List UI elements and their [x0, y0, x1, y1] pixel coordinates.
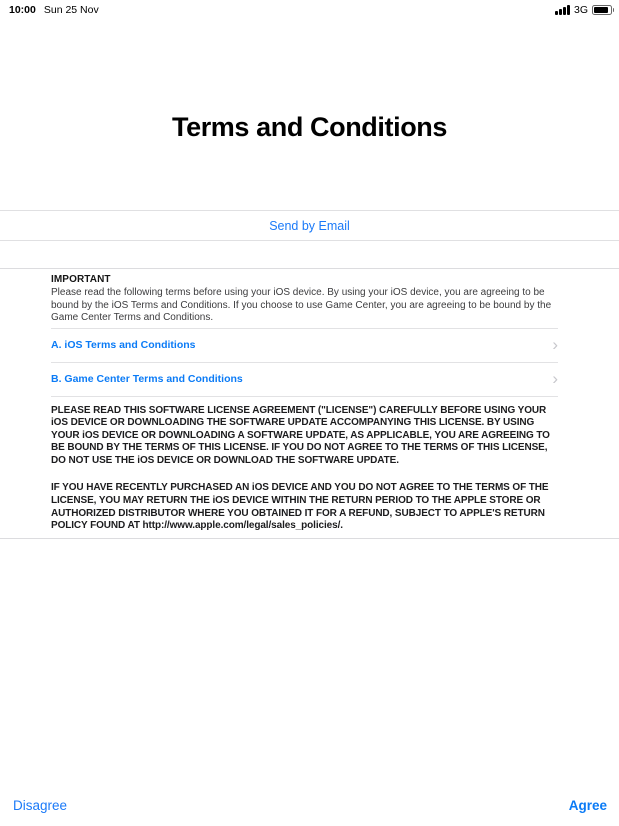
terms-link-list — [51, 328, 558, 397]
ios-terms-link[interactable] — [51, 329, 558, 363]
separator — [0, 538, 619, 539]
cellular-signal-icon — [555, 5, 570, 15]
game-center-terms-link[interactable] — [51, 363, 558, 397]
footer-actions — [13, 798, 607, 813]
important-heading: IMPORTANT — [51, 274, 111, 285]
status-bar-right — [555, 4, 614, 16]
status-date: Sun 25 Nov — [43, 4, 99, 16]
terms-content — [51, 268, 558, 533]
status-bar-left — [9, 4, 99, 16]
send-by-email-button[interactable] — [0, 211, 619, 240]
license-paragraph: PLEASE READ THIS SOFTWARE LICENSE AGREEMENT ("LICENSE") CAREFULLY BEFORE USING YOUR iOS DEVICE OR DOWNLOADING THE SOFTWARE UPDATE ACCOMPANYING THIS LICENSE. BY USING YOUR iOS DEVICE OR DOWNLOADING A SOFTWARE UPDATE, AS APPLICABLE, YOU ARE AGREEING TO BE BOUND BY THE TERMS OF THIS LICENSE. IF YOU DO NOT AGREE TO THE TERMS OF THIS LICENSE, DO NOT USE THE iOS DEVICE OR DOWNLOAD THE SOFTWARE UPDATE. — [51, 404, 550, 466]
separator — [0, 240, 619, 241]
game-center-terms-link-label: B. Game Center Terms and Conditions — [51, 373, 243, 385]
chevron-right-icon: › — [552, 334, 558, 354]
battery-icon — [592, 5, 614, 15]
send-by-email-label: Send by Email — [269, 218, 350, 233]
page-title: Terms and Conditions — [171, 112, 447, 142]
network-type-label: 3G — [573, 4, 588, 16]
disagree-button[interactable]: Disagree — [13, 798, 68, 813]
ios-terms-link-label: A. iOS Terms and Conditions — [51, 339, 196, 351]
status-bar — [0, 0, 619, 20]
return-policy-paragraph: IF YOU HAVE RECENTLY PURCHASED AN iOS DEVICE AND YOU DO NOT AGREE TO THE TERMS OF THE LICENSE, YOU MAY RETURN THE iOS DEVICE WITHIN THE RETURN PERIOD TO THE APPLE STORE OR AUTHORIZED DISTRIBUTOR WHERE YOU OBTAINED IT FOR A REFUND, SUBJECT TO APPLE'S RETURN POLICY FOUND AT http://www.apple.com/legal/sales_policies/. — [51, 482, 549, 532]
important-body-text: Please read the following terms before using your iOS device. By using your iOS device, you are agreeing to be bound by the iOS Terms and Conditions. If you choose to use Game Center, you are agreeing to be bound by the Game Center Terms and Conditions. — [51, 287, 552, 323]
agree-button[interactable]: Agree — [568, 798, 607, 813]
status-time: 10:00 — [9, 4, 36, 16]
chevron-right-icon: › — [552, 368, 558, 388]
